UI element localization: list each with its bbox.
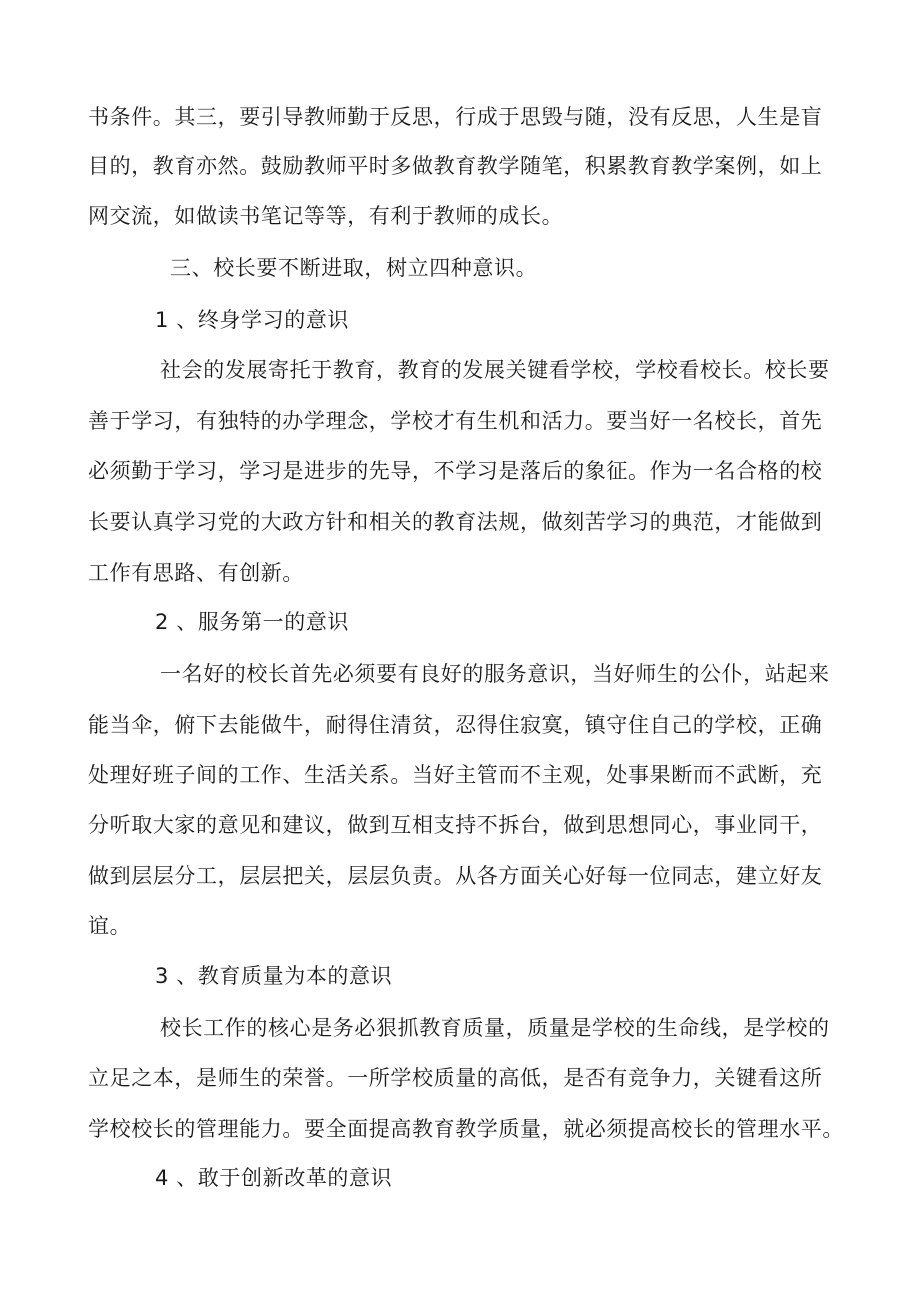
subsection-heading: 2 、服务第一的意识 xyxy=(155,610,350,634)
text-line: 校长工作的核心是务必狠抓教育质量，质量是学校的生命线，是学校的 xyxy=(160,1016,830,1040)
text-line: 目的，教育亦然。鼓励教师平时多做教育教学随笔，积累教育教学案例，如上 xyxy=(88,154,823,178)
text-line: 分听取大家的意见和建议，做到互相支持不拆台，做到思想同心，事业同干， xyxy=(88,813,823,837)
text-line: 一名好的校长首先必须要有良好的服务意识，当好师生的公仆，站起来 xyxy=(160,662,830,686)
text-line: 立足之本，是师生的荣誉。一所学校质量的高低，是否有竞争力，关键看这所 xyxy=(88,1066,823,1090)
text-line: 处理好班子间的工作、生活关系。当好主管而不主观，处事果断而不武断，充 xyxy=(88,763,823,787)
text-line: 社会的发展寄托于教育，教育的发展关键看学校，学校看校长。校长要 xyxy=(160,358,830,382)
subsection-heading: 4 、敢于创新改革的意识 xyxy=(155,1166,393,1190)
text-line: 能当伞，俯下去能做牛，耐得住清贫，忍得住寂寞，镇守住自己的学校，正确 xyxy=(88,713,823,737)
text-line: 做到层层分工，层层把关，层层负责。从各方面关心好每一位同志，建立好友 xyxy=(88,864,823,888)
text-line: 必须勤于学习，学习是进步的先导，不学习是落后的象征。作为一名合格的校 xyxy=(88,459,823,483)
subsection-heading: 1 、终身学习的意识 xyxy=(155,308,350,332)
text-line: 谊。 xyxy=(88,914,132,938)
section-heading: 三、校长要不断进取，树立四种意识。 xyxy=(170,256,538,280)
text-line: 长要认真学习党的大政方针和相关的教育法规，做刻苦学习的典范，才能做到 xyxy=(88,510,823,534)
text-line: 学校校长的管理能力。要全面提高教育教学质量，就必须提高校长的管理水平。 xyxy=(88,1117,844,1141)
text-line: 网交流，如做读书笔记等等，有利于教师的成长。 xyxy=(88,204,564,228)
text-line: 善于学习，有独特的办学理念，学校才有生机和活力。要当好一名校长，首先 xyxy=(88,409,823,433)
subsection-heading: 3 、教育质量为本的意识 xyxy=(155,964,393,988)
text-line: 工作有思路、有创新。 xyxy=(88,561,304,585)
text-line: 书条件。其三，要引导教师勤于反思，行成于思毁与随，没有反思，人生是盲 xyxy=(88,105,823,129)
